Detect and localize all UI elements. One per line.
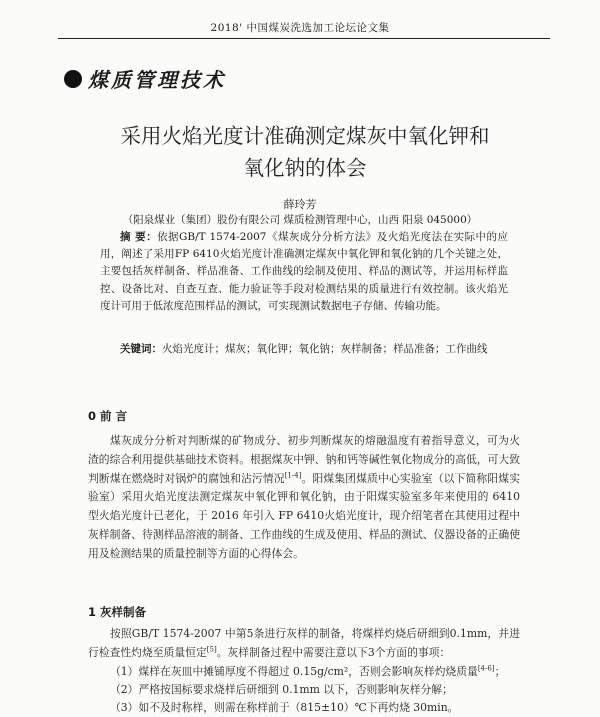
keywords — [100, 341, 508, 358]
citation: [1-4] — [284, 471, 302, 479]
bullet-icon — [64, 70, 82, 88]
list-item-tail: ； — [494, 665, 506, 678]
list-item-text: （1）煤样在灰皿中摊铺厚度不得超过 0.15g/cm²，否则会影响灰样灼烧质量 — [110, 665, 478, 678]
list-item-text: （3）如不及时称样，则需在称样前于（815±10）℃下再灼烧 30min。 — [110, 701, 459, 714]
abstract — [100, 229, 508, 315]
ash-text: 按照GB/T 1574-2007 中第5条进行灰样的制备，将煤样灼烧后研细到0.1mm，并进行检查性灼烧至质量恒定 — [88, 627, 520, 659]
header-rule — [58, 38, 550, 39]
list-item — [110, 681, 520, 699]
section-banner-label: 煤质管理技术 — [88, 68, 226, 92]
intro-text-2: 。阳煤集团煤质中心实验室（以下简称阳煤实验室）采用火焰光度法测定煤灰中氧化钾和氧化钠，由于阳煤实验室多年来使用的 6410 型火焰光度计已老化，于 2016 年引入 FP 6410火焰光度计，现介绍笔者在其使用过程中灰样制备、待测样品溶液的制备、工作曲线的生成及使用、样品的测试、仪器设备的正确使用及检测结果的质量控制等方面的心得体会。 — [88, 471, 520, 560]
affiliation: （阳泉煤业（集团）股份有限公司 煤质检测管理中心，山西 阳泉 045000） — [122, 214, 478, 226]
list-item — [110, 663, 520, 681]
ash-paragraph — [88, 625, 520, 663]
section-banner — [64, 64, 226, 93]
abstract-label: 摘 要： — [120, 231, 158, 243]
section-heading-intro: 0 前 言 — [88, 409, 128, 423]
author: 薛玲芳 — [283, 198, 317, 211]
intro-paragraph — [88, 432, 520, 564]
running-head: 2018' 中国煤炭洗选加工论坛论文集 — [210, 22, 390, 34]
intro-text: 煤灰成分分析对判断煤的矿物成分、初步判断煤灰的熔融温度有着指导意义，可为火渣的综合利用提供基础技术资料。根据煤灰中钾、钠和钙等碱性氧化物成分的高低，可大致判断煤在燃烧时对锅炉的腐蚀和沾污情况 — [88, 434, 520, 485]
section-heading-ash: 1 灰样制备 — [88, 605, 147, 619]
list-item-text: （2）严格按国标要求烧样后研细到 0.1mm 以下，否则影响灰样分解； — [110, 683, 453, 696]
keywords-label: 关键词： — [120, 343, 162, 355]
title-line-2: 氧化钠的体会 — [243, 156, 367, 180]
keywords-text: 火焰光度计；煤灰；氧化钾；氧化钠；灰样制备；样品准备；工作曲线 — [162, 343, 488, 355]
title-line-1: 采用火焰光度计准确测定煤灰中氧化钾和 — [120, 124, 490, 148]
list-item — [110, 699, 520, 717]
citation: [4-6] — [477, 664, 495, 673]
ash-text-2: 。灰样制备过程中需要注意以下3个方面的事项： — [216, 645, 451, 659]
citation: [5] — [206, 645, 217, 654]
abstract-text: 依据GB/T 1574-2007《煤灰成分分析方法》及火焰光度法在实际中的应用，阐述了采用FP 6410火焰光度计准确测定煤灰中氧化钾和氧化钠的几个关键之处，主要包括灰样制备、样品准备、工作曲线的绘制及使用、样品的测试等，并运用标样监控、设备比对、自查互查、能力验证等手段对检测结果的质量进行有效控制。该火焰光度计可用于低浓度范围样品的测试，可实现测试数据电子存储、传输功能。 — [100, 231, 508, 312]
paper-title — [60, 120, 550, 184]
